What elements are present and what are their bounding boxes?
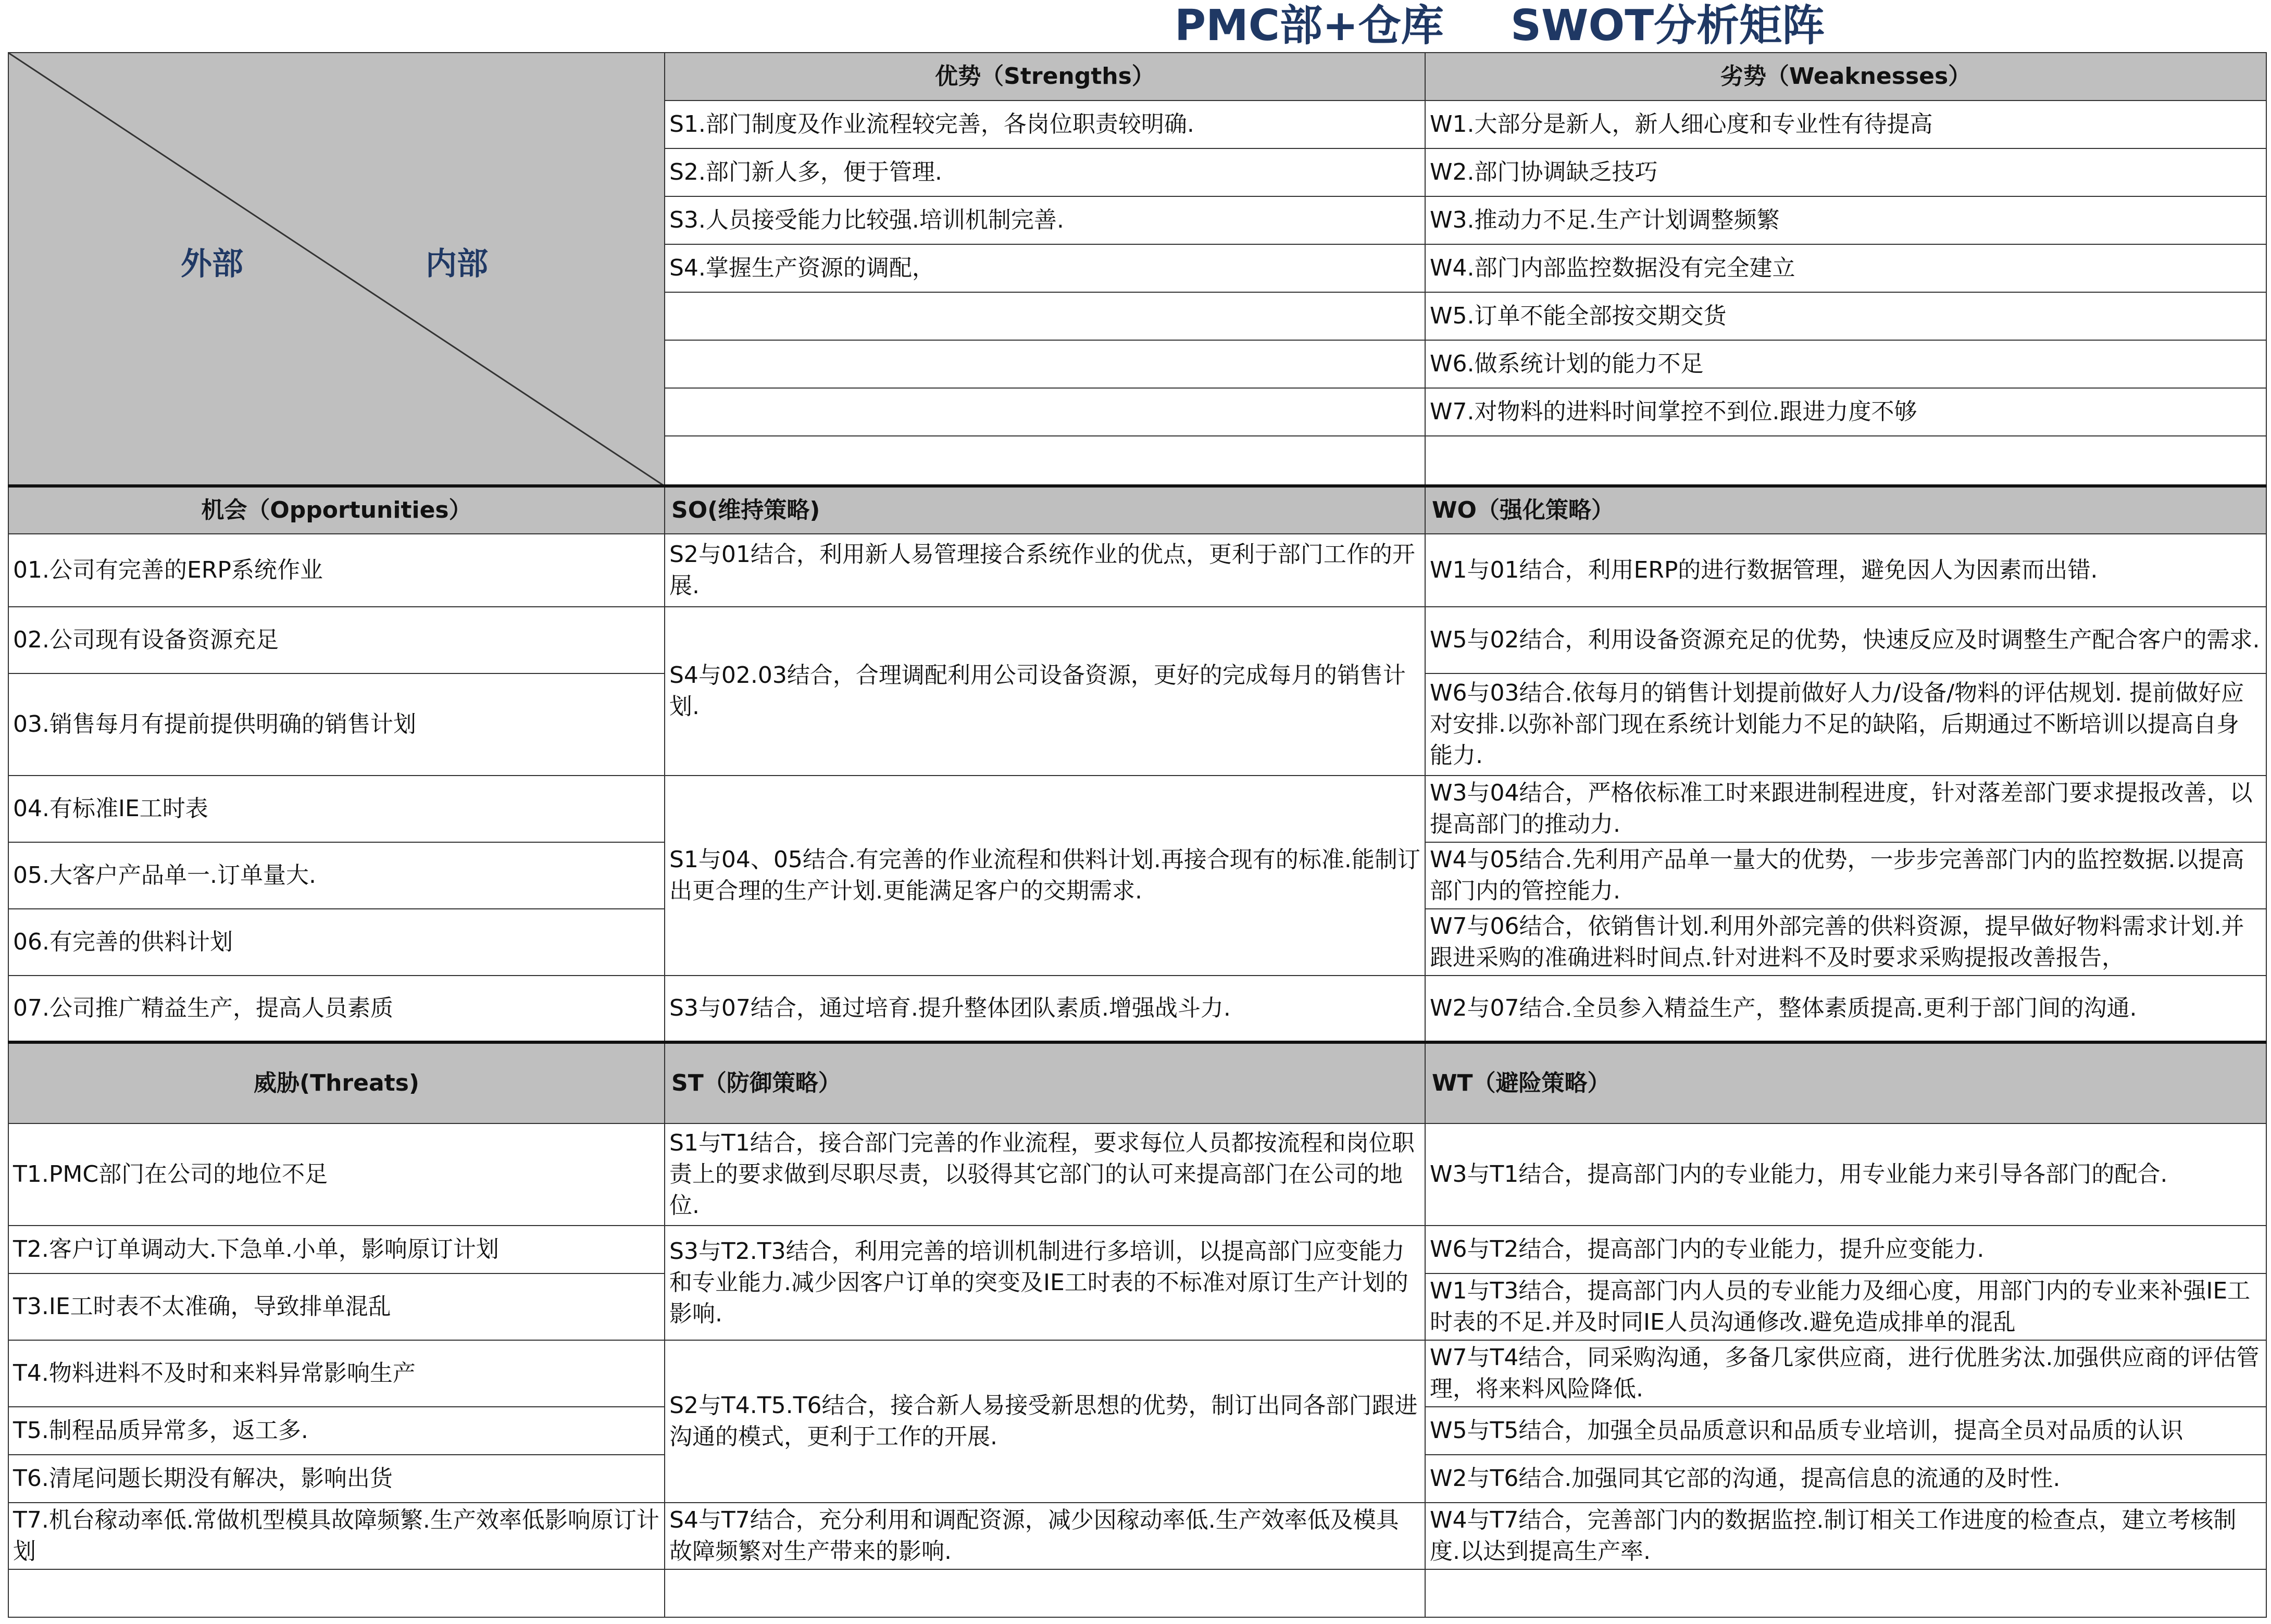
threat-item: T2.客户订单调动大.下急单.小单，影响原订计划 (8, 1226, 665, 1273)
weakness-item: W1.大部分是新人，新人细心度和专业性有待提高 (1425, 101, 2266, 148)
threat-empty (8, 1569, 665, 1617)
weakness-item: W6.做系统计划的能力不足 (1425, 340, 2266, 388)
wt-header: WT（避险策略） (1425, 1042, 2266, 1123)
threat-item: T7.机台稼动率低.常做机型模具故障频繁.生产效率低影响原订计划 (8, 1503, 665, 1569)
threat-item: T3.IE工时表不太准确，导致排单混乱 (8, 1273, 665, 1340)
weakness-item: W2.部门协调缺乏技巧 (1425, 148, 2266, 196)
wt-strategy: W5与T5结合，加强全员品质意识和品质专业培训，提高全员对品质的认识 (1425, 1407, 2266, 1455)
wt-strategy: W2与T6结合.加强同其它部的沟通，提高信息的流通的及时性. (1425, 1455, 2266, 1503)
wo-strategy: W1与01结合，利用ERP的进行数据管理，避免因人为因素而出错. (1425, 534, 2266, 607)
strength-empty (665, 340, 1425, 388)
title-left: PMC部+仓库 (1175, 1, 1444, 51)
strength-item: S2.部门新人多，便于管理. (665, 148, 1425, 196)
title-right: SWOT分析矩阵 (1511, 1, 1825, 51)
weakness-item: W5.订单不能全部按交期交货 (1425, 292, 2266, 340)
wt-strategy: W7与T4结合，同采购沟通，多备几家供应商，进行优胜劣汰.加强供应商的评估管理，将来料风险降低. (1425, 1340, 2266, 1407)
wt-empty (1425, 1569, 2266, 1617)
wt-strategy: W4与T7结合，完善部门内的数据监控.制订相关工作进度的检查点，建立考核制度.以达到提高生产率. (1425, 1503, 2266, 1569)
wo-strategy: W4与05结合.先利用产品单一量大的优势，一步步完善部门内的监控数据.以提高部门内的管控能力. (1425, 842, 2266, 909)
st-strategy: S1与T1结合，接合部门完善的作业流程，要求每位人员都按流程和岗位职责上的要求做到尽职尽责，以驳得其它部门的认可来提高部门在公司的地位. (665, 1123, 1425, 1226)
so-strategy: S4与02.03结合，合理调配利用公司设备资源，更好的完成每月的销售计划. (665, 607, 1425, 776)
threats-header: 威胁(Threats) (8, 1042, 665, 1123)
wt-strategy: W1与T3结合，提高部门内人员的专业能力及细心度，用部门内的专业来补强IE工时表的不足.并及时同IE人员沟通修改.避免造成排单的混乱 (1425, 1273, 2266, 1340)
strength-item: S1.部门制度及作业流程较完善，各岗位职责较明确. (665, 101, 1425, 148)
opportunity-item: 06.有完善的供料计划 (8, 909, 665, 976)
corner-external-label: 外部 (181, 246, 243, 282)
strength-empty (665, 292, 1425, 340)
opportunity-item: 05.大客户产品单一.订单量大. (8, 842, 665, 909)
swot-matrix (8, 52, 2267, 1618)
corner-internal-label: 内部 (426, 246, 488, 282)
opportunity-item: 07.公司推广精益生产，提高人员素质 (8, 976, 665, 1042)
so-strategy: S3与07结合，通过培育.提升整体团队素质.增强战斗力. (665, 976, 1425, 1042)
st-strategy: S2与T4.T5.T6结合，接合新人易接受新思想的优势，制订出同各部门跟进沟通的模式，更利于工作的开展. (665, 1340, 1425, 1503)
strength-empty (665, 388, 1425, 436)
so-strategy: S2与01结合，利用新人易管理接合系统作业的优点，更利于部门工作的开展. (665, 534, 1425, 607)
opportunity-item: 04.有标准IE工时表 (8, 776, 665, 842)
wo-strategy: W3与04结合，严格依标准工时来跟进制程进度，针对落差部门要求提报改善，以提高部门的推动力. (1425, 776, 2266, 842)
weaknesses-header: 劣势（Weaknesses） (1425, 53, 2266, 101)
so-strategy: S1与04、05结合.有完善的作业流程和供料计划.再接合现有的标准.能制订出更合理的生产计划.更能满足客户的交期需求. (665, 776, 1425, 976)
corner-diagonal (9, 53, 665, 486)
strength-empty (665, 436, 1425, 486)
opportunity-item: 01.公司有完善的ERP系统作业 (8, 534, 665, 607)
so-header: SO(维持策略) (665, 486, 1425, 534)
st-empty (665, 1569, 1425, 1617)
weakness-item: W4.部门内部监控数据没有完全建立 (1425, 244, 2266, 292)
corner-cell (8, 53, 665, 486)
opportunity-item: 02.公司现有设备资源充足 (8, 607, 665, 673)
strength-item: S4.掌握生产资源的调配， (665, 244, 1425, 292)
strength-item: S3.人员接受能力比较强.培训机制完善. (665, 196, 1425, 244)
weakness-item: W3.推动力不足.生产计划调整频繁 (1425, 196, 2266, 244)
wo-strategy: W7与06结合，依销售计划.利用外部完善的供料资源，提早做好物料需求计划.并跟进采购的准确进料时间点.针对进料不及时要求采购提报改善报告， (1425, 909, 2266, 976)
opportunities-header: 机会（Opportunities） (8, 486, 665, 534)
st-strategy: S4与T7结合，充分利用和调配资源，减少因稼动率低.生产效率低及模具故障频繁对生产带来的影响. (665, 1503, 1425, 1569)
st-header: ST（防御策略） (665, 1042, 1425, 1123)
weakness-item: W7.对物料的进料时间掌控不到位.跟进力度不够 (1425, 388, 2266, 436)
wt-strategy: W6与T2结合，提高部门内的专业能力，提升应变能力. (1425, 1226, 2266, 1273)
wt-strategy: W3与T1结合，提高部门内的专业能力，用专业能力来引导各部门的配合. (1425, 1123, 2266, 1226)
wo-strategy: W6与03结合.依每月的销售计划提前做好人力/设备/物料的评估规划. 提前做好应对安排.以弥补部门现在系统计划能力不足的缺陷，后期通过不断培训以提高自身能力. (1425, 673, 2266, 776)
wo-header: WO（强化策略） (1425, 486, 2266, 534)
st-strategy: S3与T2.T3结合，利用完善的培训机制进行多培训，以提高部门应变能力和专业能力.减少因客户订单的突变及IE工时表的不标准对原订生产计划的影响. (665, 1226, 1425, 1340)
threat-item: T4.物料进料不及时和来料异常影响生产 (8, 1340, 665, 1407)
threat-item: T6.清尾问题长期没有解决，影响出货 (8, 1455, 665, 1503)
wo-strategy: W5与02结合，利用设备资源充足的优势，快速反应及时调整生产配合客户的需求. (1425, 607, 2266, 673)
threat-item: T1.PMC部门在公司的地位不足 (8, 1123, 665, 1226)
weakness-empty (1425, 436, 2266, 486)
opportunity-item: 03.销售每月有提前提供明确的销售计划 (8, 673, 665, 776)
strengths-header: 优势（Strengths） (665, 53, 1425, 101)
wo-strategy: W2与07结合.全员参入精益生产，整体素质提高.更利于部门间的沟通. (1425, 976, 2266, 1042)
threat-item: T5.制程品质异常多，返工多. (8, 1407, 665, 1455)
